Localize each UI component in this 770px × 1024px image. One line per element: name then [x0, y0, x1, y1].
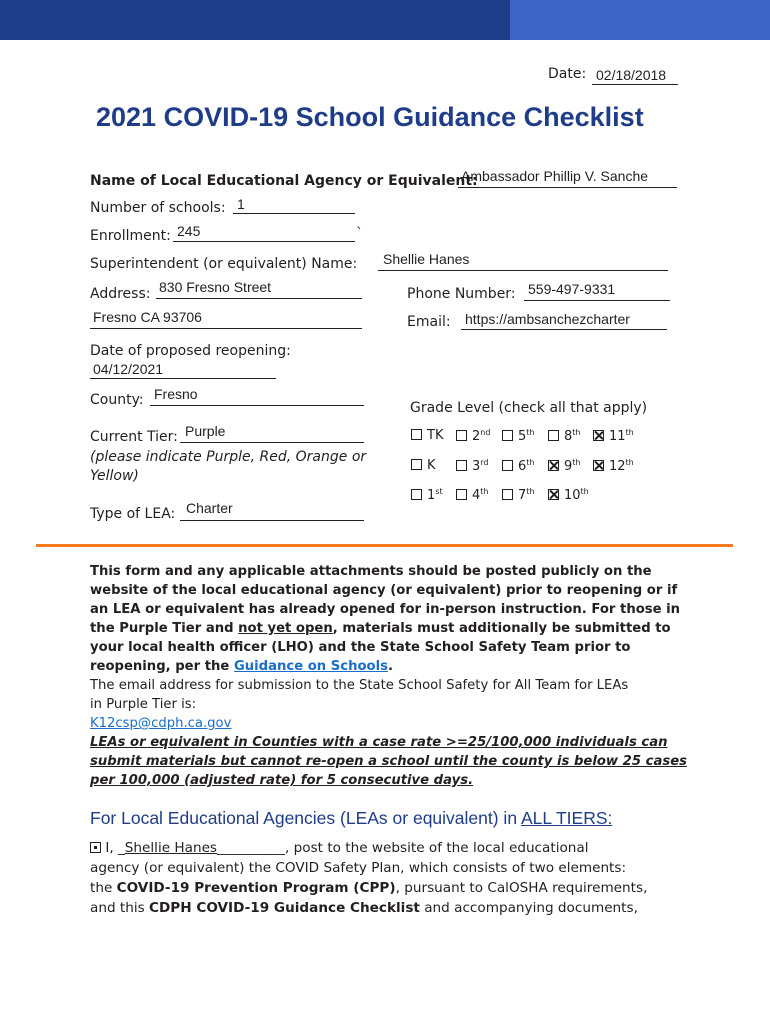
county-field[interactable]: Fresno — [154, 386, 198, 402]
enrollment-field[interactable]: 245 — [177, 223, 201, 239]
county-underline — [150, 405, 364, 406]
grade-suffix-4: th — [480, 487, 489, 496]
grade-suffix-6: th — [526, 458, 535, 467]
grade-label-tk: TK — [427, 428, 444, 443]
grade-option-5[interactable] — [502, 428, 535, 444]
reopen-field[interactable]: 04/12/2021 — [93, 361, 164, 377]
attestation-line-4 — [90, 899, 690, 918]
all-tiers-heading — [90, 808, 612, 829]
case-rate-line-2: submit materials but cannot re-open a school until the county is below 25 cases — [90, 754, 687, 769]
grade-suffix-10: th — [580, 487, 589, 496]
email-field[interactable]: https://ambsanchezcharter — [465, 311, 630, 327]
attestation-line-3a: the — [90, 880, 117, 896]
case-rate-line-3: per 100,000 (adjusted rate) for 5 consecutive days. — [90, 773, 474, 788]
attestation-suffix: __________, post to the website of the local educational — [217, 840, 589, 856]
cdph-checklist-name: CDPH COVID-19 Guidance Checklist — [149, 900, 420, 916]
attestation-line-1 — [90, 839, 690, 858]
grade-checkbox-12[interactable] — [593, 460, 604, 471]
grade-suffix-12: th — [625, 458, 634, 467]
date-underline — [592, 84, 678, 85]
grade-label-1: 1 — [427, 488, 436, 503]
grade-option-1[interactable] — [411, 487, 443, 503]
email-label: Email: — [407, 314, 451, 330]
grade-checkbox-5[interactable] — [502, 430, 513, 441]
lea-type-underline — [180, 520, 364, 521]
attestation-line-3c: , pursuant to CalOSHA requirements, — [395, 880, 648, 896]
tier-hint-line2: Yellow) — [90, 468, 139, 484]
grade-label-6: 6 — [518, 459, 527, 474]
not-yet-open-text: not yet open — [238, 621, 333, 636]
notice-line-3: an LEA or equivalent has already opened for in-person instruction. For those in — [90, 602, 681, 617]
email-underline — [461, 329, 667, 330]
superintendent-field[interactable]: Shellie Hanes — [383, 251, 470, 267]
address-line1-underline — [156, 298, 362, 299]
lea-name-underline — [458, 187, 677, 188]
grade-option-7[interactable] — [502, 487, 535, 503]
grade-option-2[interactable] — [456, 428, 490, 444]
grade-label-7: 7 — [518, 488, 527, 503]
grade-label-10: 10 — [564, 488, 581, 503]
address-line2-underline — [90, 328, 362, 329]
grade-option-4[interactable] — [456, 487, 489, 503]
k12csp-email-link[interactable]: K12csp@cdph.ca.gov — [90, 716, 232, 731]
all-tiers-heading-emphasis: ALL TIERS: — [520, 808, 613, 828]
date-field[interactable]: 02/18/2018 — [596, 67, 667, 83]
attestation-line-2: agency (or equivalent) the COVID Safety Plan, which consists of two elements: — [90, 860, 627, 876]
grade-option-10[interactable] — [548, 487, 589, 503]
attestation-line-3 — [90, 879, 690, 898]
grade-checkbox-7[interactable] — [502, 489, 513, 500]
grade-suffix-8: th — [572, 428, 581, 437]
grade-option-3[interactable] — [456, 458, 489, 474]
grade-checkbox-1[interactable] — [411, 489, 422, 500]
notice-line-1: This form and any applicable attachments should be posted publicly on the — [90, 564, 652, 579]
grade-suffix-2: nd — [480, 428, 491, 437]
tier-field[interactable]: Purple — [185, 423, 226, 439]
grade-option-9[interactable] — [548, 458, 581, 474]
case-rate-line-1: LEAs or equivalent in Counties with a case rate >=25/100,000 individuals can — [90, 735, 668, 750]
superintendent-label: Superintendent (or equivalent) Name: — [90, 256, 358, 272]
grade-label-11: 11 — [609, 429, 626, 444]
grade-checkbox-tk[interactable] — [411, 429, 422, 440]
grade-checkbox-k[interactable] — [411, 459, 422, 470]
grade-suffix-9: th — [572, 458, 581, 467]
grade-option-tk[interactable] — [411, 428, 443, 443]
lea-name-field[interactable]: Ambassador Phillip V. Sanche — [461, 168, 649, 184]
cpp-program-name: COVID-19 Prevention Program (CPP) — [116, 880, 396, 896]
lea-type-field[interactable]: Charter — [186, 500, 233, 516]
tier-hint-line1: (please indicate Purple, Red, Orange or — [90, 449, 367, 465]
grade-level-heading: Grade Level (check all that apply) — [410, 400, 648, 416]
notice-line-5: your local health officer (LHO) and the State School Safety Team prior to — [90, 640, 631, 655]
grade-checkbox-11[interactable] — [593, 430, 604, 441]
notice-line-6b: . — [387, 659, 393, 674]
reopen-label: Date of proposed reopening: — [90, 343, 291, 359]
enrollment-label: Enrollment: — [90, 228, 171, 244]
guidance-on-schools-link[interactable]: Guidance on Schools — [233, 659, 388, 674]
schools-underline — [233, 213, 355, 214]
grade-option-6[interactable] — [502, 458, 535, 474]
grade-label-4: 4 — [472, 488, 481, 503]
attestation-name-field[interactable]: Shellie Hanes — [124, 840, 218, 856]
enrollment-underline — [173, 241, 355, 242]
grade-checkbox-4[interactable] — [456, 489, 467, 500]
page-title: 2021 COVID-19 School Guidance Checklist — [96, 102, 644, 132]
grade-option-12[interactable] — [593, 458, 634, 474]
header-band-dark — [0, 0, 510, 40]
grade-label-8: 8 — [564, 429, 573, 444]
attestation-checkbox[interactable] — [90, 842, 101, 853]
grade-checkbox-8[interactable] — [548, 430, 559, 441]
phone-underline — [524, 300, 670, 301]
notice-email-line-2: in Purple Tier is: — [90, 697, 197, 712]
date-label: Date: — [548, 66, 587, 82]
address-line1-field[interactable]: 830 Fresno Street — [159, 279, 272, 295]
tier-label: Current Tier: — [90, 429, 178, 445]
grade-suffix-7: th — [526, 487, 535, 496]
grade-label-12: 12 — [609, 459, 626, 474]
attestation-line-4a: and this — [90, 900, 150, 916]
grade-label-5: 5 — [518, 429, 527, 444]
grade-checkbox-2[interactable] — [456, 430, 467, 441]
notice-line-6 — [90, 657, 690, 676]
schools-label: Number of schools: — [90, 200, 226, 216]
grade-option-k[interactable] — [411, 458, 436, 473]
phone-field[interactable]: 559-497-9331 — [528, 281, 616, 297]
grade-suffix-11: th — [625, 428, 634, 437]
header-band-light — [510, 0, 770, 40]
notice-line-4 — [90, 619, 690, 638]
grade-label-k: K — [427, 458, 436, 473]
grade-suffix-5: th — [526, 428, 535, 437]
grade-option-8[interactable] — [548, 428, 581, 444]
section-divider — [36, 544, 733, 547]
grade-checkbox-3[interactable] — [456, 460, 467, 471]
grade-suffix-3: rd — [480, 458, 489, 467]
notice-line-4b: , materials must additionally be submitted to — [332, 621, 671, 636]
enrollment-tail-mark: ` — [356, 226, 363, 242]
superintendent-underline — [378, 270, 668, 271]
lea-name-label: Name of Local Educational Agency or Equivalent: — [90, 173, 478, 189]
grade-option-11[interactable] — [593, 428, 634, 444]
grade-checkbox-10[interactable] — [548, 489, 559, 500]
address-line2-field[interactable]: Fresno CA 93706 — [93, 309, 202, 325]
tier-underline — [180, 442, 364, 443]
grade-label-9: 9 — [564, 459, 573, 474]
phone-label: Phone Number: — [407, 286, 516, 302]
grade-checkbox-6[interactable] — [502, 460, 513, 471]
notice-line-6a: reopening, per the — [90, 659, 234, 674]
grade-label-3: 3 — [472, 459, 481, 474]
lea-type-label: Type of LEA: — [90, 506, 176, 522]
grade-label-2: 2 — [472, 429, 481, 444]
attestation-prefix: I, _ — [105, 840, 125, 856]
attestation-line-4c: and accompanying documents, — [419, 900, 638, 916]
grade-suffix-1: st — [435, 487, 443, 496]
address-label: Address: — [90, 286, 151, 302]
notice-email-line-1: The email address for submission to the State School Safety for All Team for LEAs — [90, 678, 629, 693]
grade-checkbox-9[interactable] — [548, 460, 559, 471]
schools-field[interactable]: 1 — [237, 196, 245, 212]
reopen-underline — [90, 378, 276, 379]
county-label: County: — [90, 392, 144, 408]
all-tiers-heading-text: For Local Educational Agencies (LEAs or equivalent) in — [90, 808, 521, 828]
notice-line-2: website of the local educational agency (or equivalent) prior to reopening or if — [90, 583, 678, 598]
notice-line-4a: the Purple Tier and — [90, 621, 239, 636]
